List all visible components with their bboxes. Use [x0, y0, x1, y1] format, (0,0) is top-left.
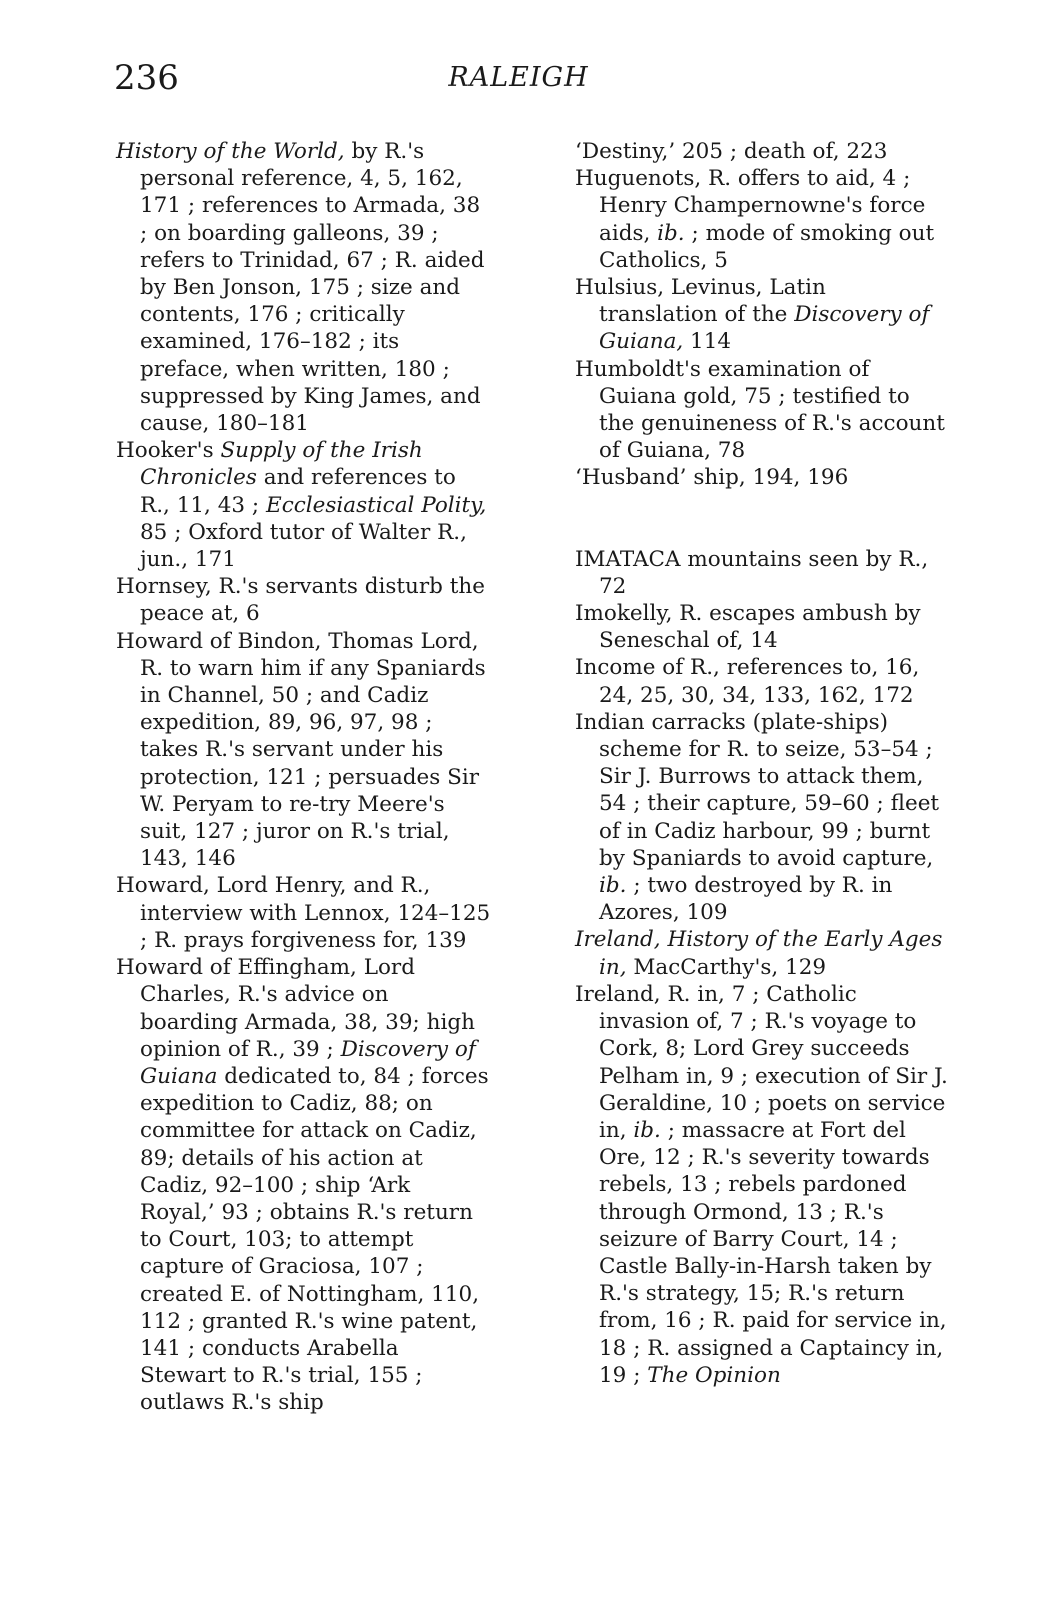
- index-entry: [116, 573, 491, 627]
- index-entry: [575, 165, 950, 274]
- entry-text: Howard, Lord Henry, and R., interview with Lennox, 124–125 ; R. prays forgiveness for, 139: [116, 873, 491, 953]
- index-entry: [575, 709, 950, 927]
- index-entry: [575, 546, 950, 600]
- entry-text: Indian carracks (plate-ships) scheme for R. to seize, 53–54 ; Sir J. Burrows to attack them, 54 ; their capture, 59–60 ; fleet of in Cadiz harbour, 99 ; burnt by Spaniards to avoid capture,: [575, 709, 940, 871]
- entry-text: ‘Destiny,’ 205 ; death of, 223: [575, 139, 888, 164]
- entry-text: dedicated to, 84 ; forces expedition to Cadiz, 88; on committee for attack on Cadiz, 89; details of his action at Cadiz, 92–100 ; ship ‘Ark Royal,’ 93 ; obtains R.'s return to Court, 103; to attempt capture of Graciosa, 107 ; created E. of Nottingham, 110, 112 ; granted R.'s wine patent, 141 ; conducts Arabella Stewart to R.'s trial, 155 ; outlaws R.'s ship: [140, 1063, 489, 1416]
- entry-text: IMATACA mountains seen by R., 72: [575, 546, 929, 599]
- section-gap: [575, 492, 950, 546]
- entry-text: 85 ; Oxford tutor of Walter R., jun., 171: [140, 519, 467, 573]
- index-entry: [575, 464, 950, 491]
- italic-title: Ireland, History of the Early Ages in,: [575, 927, 943, 980]
- entry-text: 114: [683, 329, 732, 355]
- index-entry: [116, 628, 491, 873]
- italic-title: ib.: [633, 1117, 661, 1143]
- entry-text: Imokelly, R. escapes ambush by Seneschal of, 14: [575, 601, 921, 654]
- entry-text: Humboldt's examination of Guiana gold, 75 ; testified to the genuineness of R.'s account of Guiana, 78: [575, 356, 945, 464]
- page-header: [0, 58, 1037, 108]
- entry-text: by R.'s personal reference, 4, 5, 162, 171 ; references to Armada, 38 ; on boarding galleons, 39 ; refers to Trinidad, 67 ; R. aided by Ben Jonson, 175 ; size and contents, 176 ; critically examined, 176–182 ; its preface, when written, 180 ; suppressed by King James, and cause, 180–181: [140, 139, 485, 437]
- index-entry: [575, 654, 950, 708]
- index-entry: [116, 437, 491, 573]
- entry-text: MacCarthy's, 129: [626, 954, 827, 980]
- italic-title: History of the World,: [116, 139, 345, 164]
- italic-title: Ecclesiastical Polity,: [266, 492, 487, 518]
- running-title: RALEIGH: [448, 62, 589, 93]
- entry-text: ; mode of smoking out Catholics, 5: [599, 220, 935, 273]
- index-entry: [116, 138, 491, 437]
- index-entry: [575, 274, 950, 356]
- index-entry: [575, 356, 950, 465]
- index-group-i: [575, 546, 950, 1389]
- index-entry: [116, 954, 491, 1416]
- index-entry: [575, 600, 950, 654]
- index-entry: [575, 981, 950, 1389]
- italic-title: ib.: [599, 873, 627, 899]
- entry-text: Hulsius, Levinus, Latin translation of the: [575, 275, 826, 328]
- entry-text: Ireland, R. in, 7 ; Catholic invasion of, 7 ; R.'s voyage to Cork, 8; Lord Grey succeeds Pelham in, 9 ; execution of Sir J. Geraldine, 10 ; poets on service in,: [575, 981, 948, 1143]
- entry-text: Income of R., references to, 16, 24, 25, 30, 34, 133, 162, 172: [575, 655, 920, 708]
- entry-text: and references to R., 11, 43 ;: [140, 465, 456, 518]
- index-entry: [116, 872, 491, 954]
- italic-title: Supply of the Irish Chronicles: [140, 438, 423, 491]
- right-column: [575, 138, 950, 1389]
- entry-text: Howard of Bindon, Thomas Lord, R. to warn him if any Spaniards in Channel, 50 ; and Cadiz expedition, 89, 96, 97, 98 ; takes R.'s servant under his protection, 121 ; persuades Sir W. Peryam to re-try Meere's suit, 127 ; juror on R.'s trial, 143, 146: [116, 628, 486, 872]
- italic-title: Discovery of Guiana,: [599, 302, 930, 355]
- entry-text: ‘Husband’ ship, 194, 196: [575, 465, 849, 491]
- left-column: [116, 138, 491, 1417]
- entry-text: Huguenots, R. offers to aid, 4 ; Henry Champernowne's force aids,: [575, 166, 926, 246]
- entry-text: Hooker's: [116, 438, 221, 464]
- index-group-h-continued: [575, 138, 950, 492]
- entry-text: ; two destroyed by R. in Azores, 109: [599, 873, 893, 926]
- entry-text: ; massacre at Fort del Ore, 12 ; R.'s severity towards rebels, 13 ; rebels pardoned through Ormond, 13 ; R.'s seizure of Barry Court, 14 ; Castle Bally-in-Harsh taken by R.'s strategy, 15; R.'s return from, 16 ; R. paid for service in, 18 ; R. assigned a Captaincy in, 19 ;: [599, 1117, 947, 1388]
- page-number: 236: [114, 58, 179, 98]
- italic-title: Discovery of Guiana: [140, 1036, 476, 1089]
- entry-text: Hornsey, R.'s servants disturb the peace at, 6: [116, 574, 485, 627]
- entry-text: Howard of Effingham, Lord Charles, R.'s advice on boarding Armada, 38, 39; high opinion of R., 39 ;: [116, 955, 475, 1062]
- index-entry: [575, 926, 950, 980]
- italic-title: ib.: [657, 220, 685, 246]
- italic-title: The Opinion: [647, 1362, 781, 1388]
- index-entry: [575, 138, 950, 165]
